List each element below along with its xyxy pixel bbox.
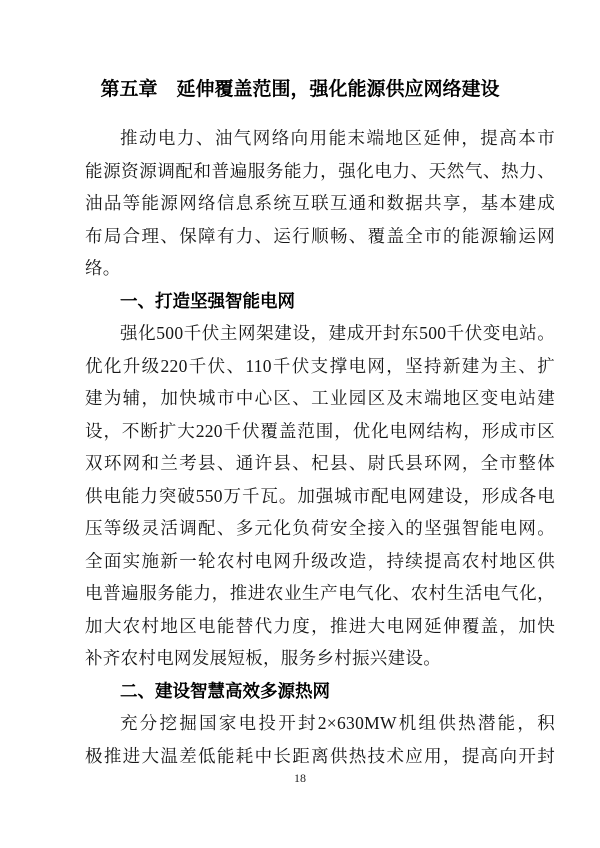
text-line: 络。 [85, 258, 121, 278]
text-line: 压等级灵活调配、多元化负荷安全接入的坚强智能电网。 [85, 518, 555, 538]
paragraph [85, 122, 555, 285]
text-line: 加大农村地区电能替代力度，推进大电网延伸覆盖，加快 [85, 615, 555, 636]
section-heading: 一、打造坚强智能电网 [120, 290, 295, 311]
text-line: 全面实施新一轮农村电网升级改造，持续提高农村地区供 [85, 550, 555, 571]
text-line: 极推进大温差低能耗中长距离供热技术应用，提高向开封 [85, 745, 555, 766]
text-line: 电普遍服务能力，推进农业生产电气化、农村生活电气化， [85, 583, 555, 603]
chapter-title: 第五章 延伸覆盖范围，强化能源供应网络建设 [100, 79, 500, 100]
text-line: 能源资源调配和普遍服务能力，强化电力、天然气、热力、 [85, 160, 555, 181]
text-line: 双环网和兰考县、通许县、杞县、尉氏县环网，全市整体 [85, 453, 555, 473]
page-number: 18 [294, 771, 306, 785]
text-line: 优化升级220千伏、110千伏支撑电网，坚持新建为主、扩 [85, 355, 555, 376]
paragraph [85, 707, 555, 772]
text-line: 补齐农村电网发展短板，服务乡村振兴建设。 [85, 648, 441, 668]
text-line: 供电能力突破550万千瓦。加强城市配电网建设，形成各电 [85, 485, 555, 506]
document-body [85, 122, 555, 772]
text-line: 建为辅，加快城市中心区、工业园区及末端地区变电站建 [85, 388, 555, 408]
text-line: 强化500千伏主网架建设，建成开封东500千伏变电站。 [120, 323, 555, 343]
text-line: 推动电力、油气网络向用能末端地区延伸，提高本市 [120, 128, 555, 148]
text-line: 设，不断扩大220千伏覆盖范围，优化电网结构，形成市区 [85, 420, 555, 441]
text-line: 油品等能源网络信息系统互联互通和数据共享，基本建成 [85, 193, 555, 213]
paragraph [85, 317, 555, 675]
section-heading: 二、建设智慧高效多源热网 [120, 680, 330, 701]
text-line: 布局合理、保障有力、运行顺畅、覆盖全市的能源输运网 [85, 225, 555, 246]
text-line: 充分挖掘国家电投开封2×630MW机组供热潜能，积 [120, 713, 555, 733]
